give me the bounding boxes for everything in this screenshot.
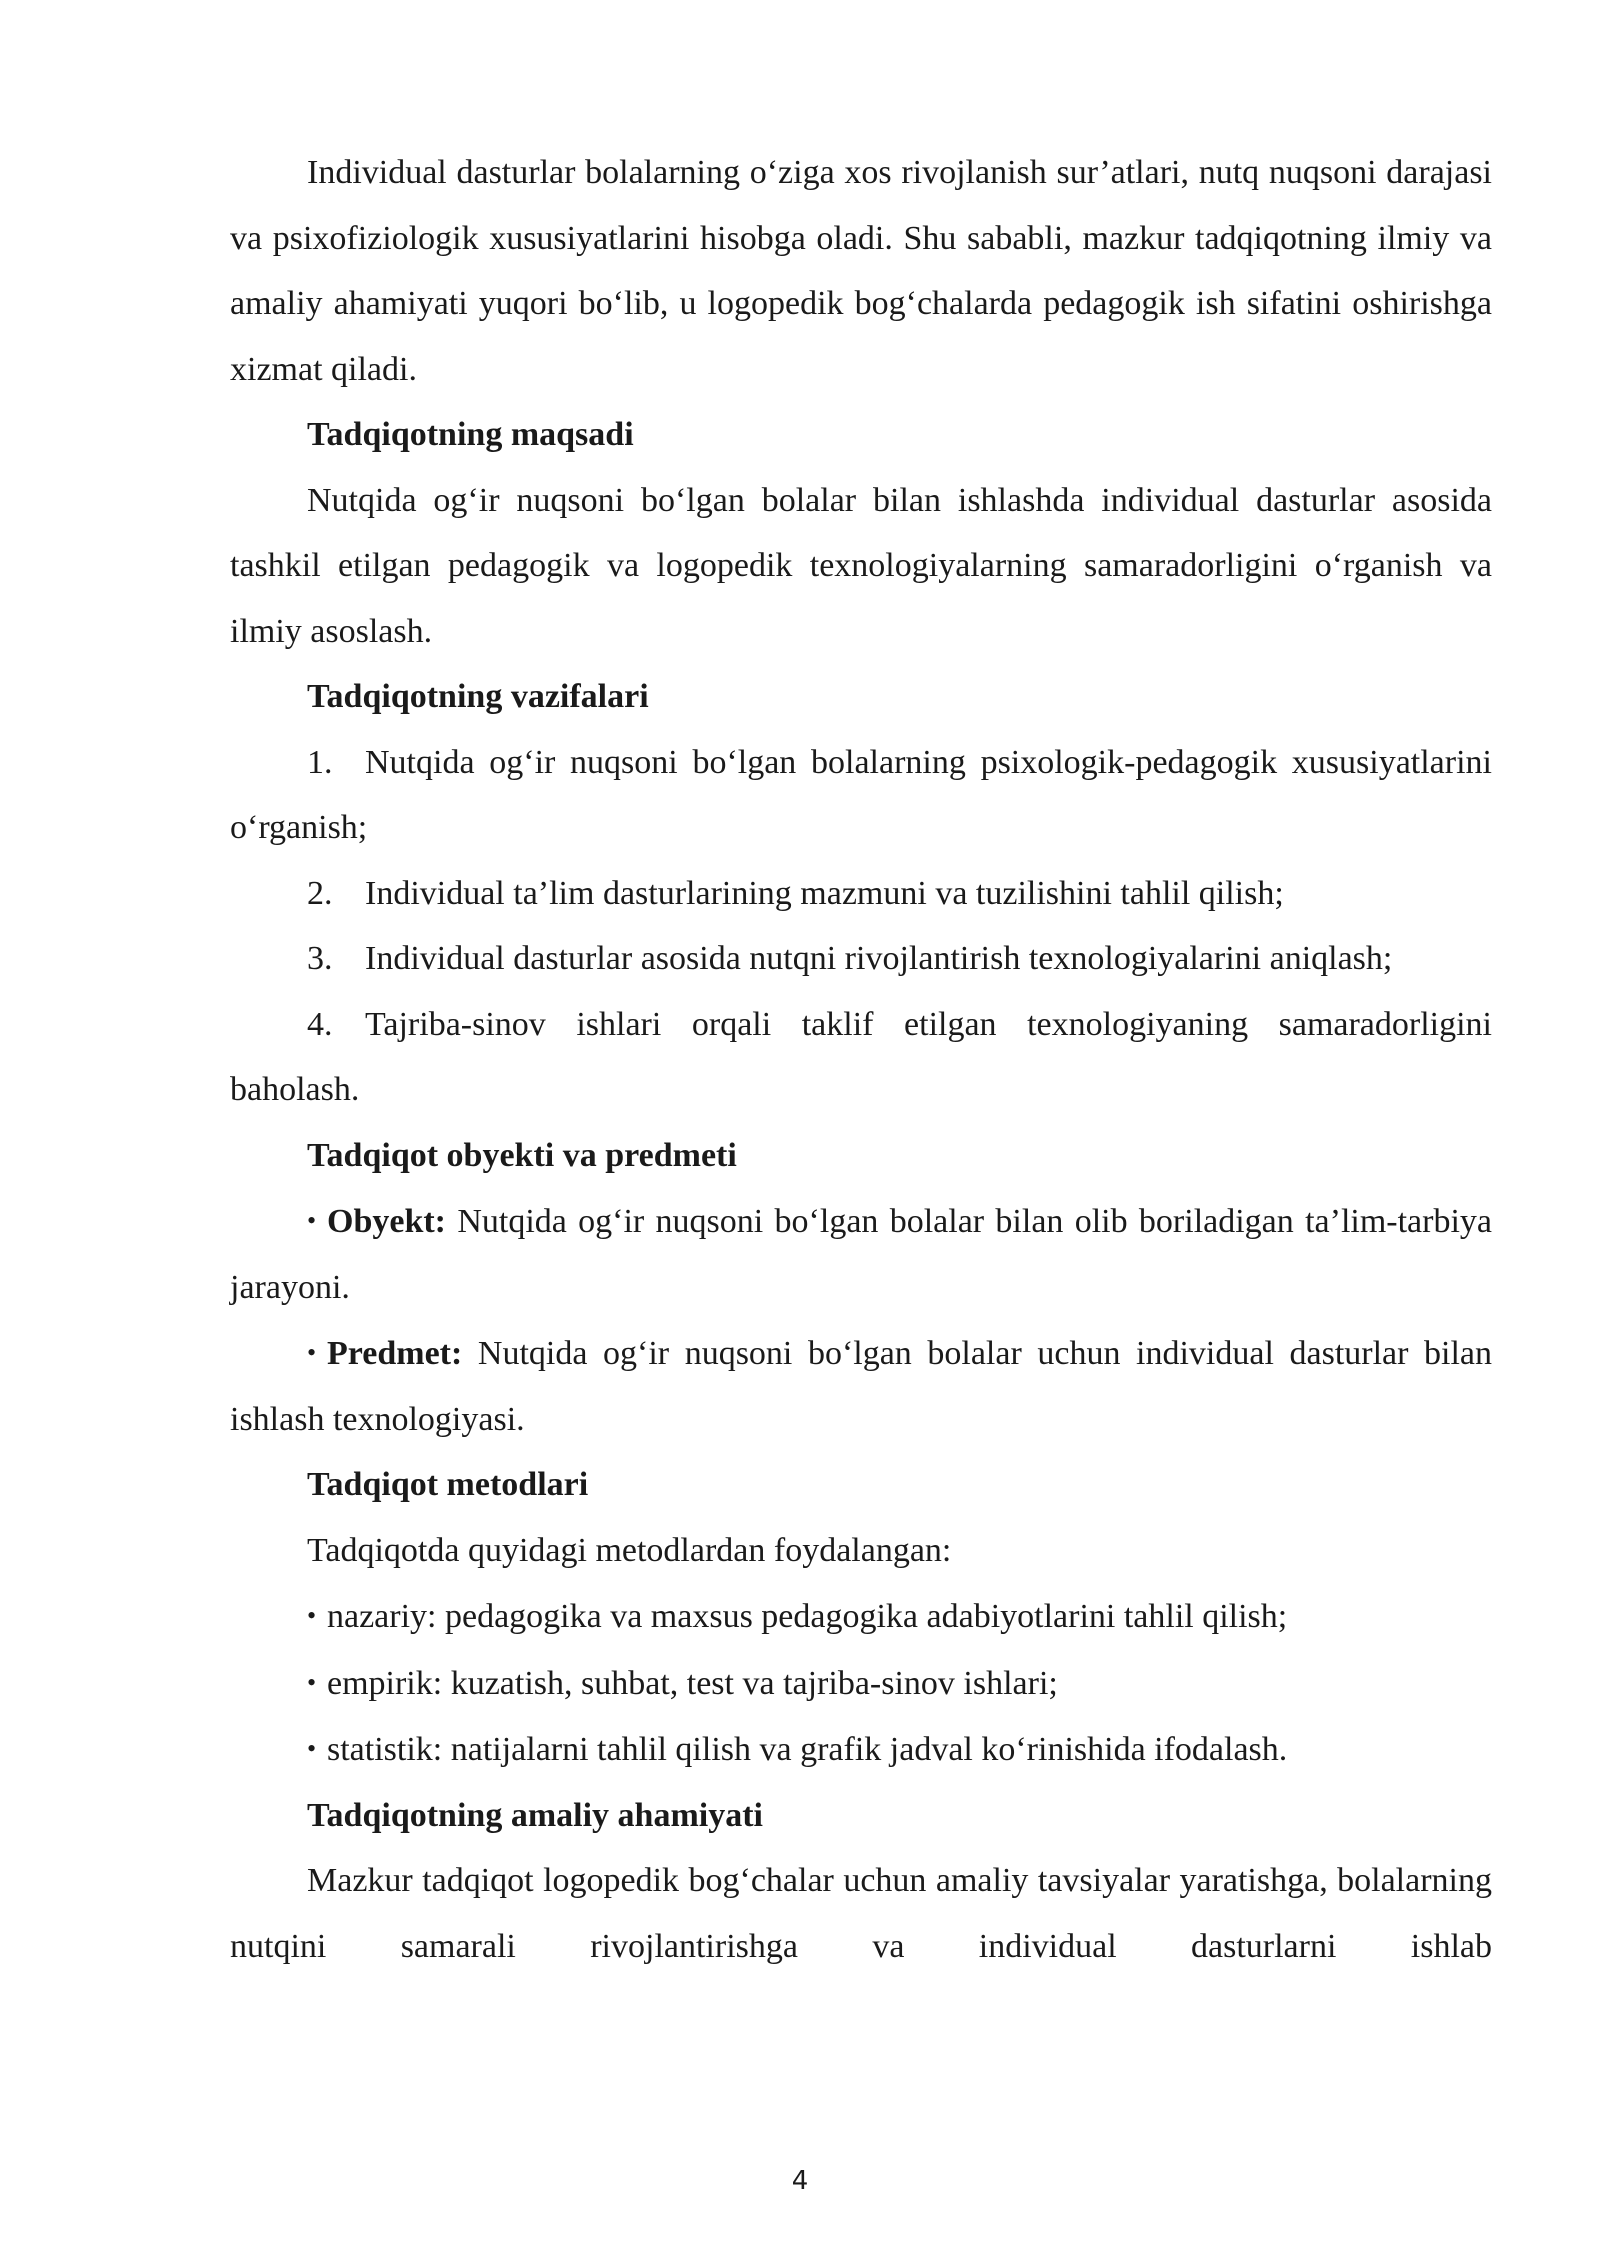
method-text: empirik: kuzatish, suhbat, test va tajriba-sinov ishlari; (327, 1664, 1058, 1702)
method-item (230, 1650, 1492, 1717)
object-subject-heading: Tadqiqot obyekti va predmeti (307, 1136, 737, 1174)
task-text: Individual dasturlar asosida nutqni rivojlantirish texnologiyalarini aniqlash; (365, 940, 1393, 977)
bullet-icon: • (307, 1734, 317, 1763)
goal-paragraph: Nutqida og‘ir nuqsoni bo‘lgan bolalar bilan ishlashda individual dasturlar asosida tashkil etilgan pedagogik va logopedik texnologiyalarning samaradorligini o‘rganish va ilmiy asoslash. (230, 481, 1492, 650)
task-number: 3. (307, 940, 333, 977)
goal-heading: Tadqiqotning maqsadi (307, 416, 634, 453)
methods-heading: Tadqiqot metodlari (307, 1466, 589, 1503)
page-number: 4 (791, 2166, 809, 2196)
task-number: 1. (307, 743, 333, 781)
task-item (230, 992, 1492, 1123)
bullet-icon: • (307, 1206, 317, 1235)
document-page (230, 140, 1492, 1979)
methods-intro: Tadqiqotda quyidagi metodlardan foydalangan: (307, 1531, 952, 1569)
task-text: Individual ta’lim dasturlarining mazmuni va tuzilishini tahlil qilish; (365, 874, 1284, 912)
task-number: 2. (307, 874, 333, 912)
bullet-icon: • (307, 1667, 317, 1697)
task-text: Tajriba-sinov ishlari orqali taklif etilgan texnologiyaning samaradorligini baholash. (230, 1005, 1492, 1108)
method-item (230, 1583, 1492, 1650)
task-item (230, 926, 1492, 992)
practical-heading: Tadqiqotning amaliy ahamiyati (307, 1796, 763, 1834)
object-text: Nutqida og‘ir nuqsoni bo‘lgan bolalar bilan olib boriladigan ta’lim-tarbiya jarayoni. (230, 1203, 1492, 1306)
subject-text: Nutqida og‘ir nuqsoni bo‘lgan bolalar uchun individual dasturlar bilan ishlash texnologiyasi. (230, 1335, 1493, 1438)
subject-label: Predmet: (327, 1335, 463, 1372)
bullet-icon: • (307, 1338, 317, 1367)
method-text: statistik: natijalarni tahlil qilish va grafik jadval ko‘rinishida ifodalash. (327, 1731, 1288, 1768)
object-label: Obyekt: (327, 1203, 446, 1240)
intro-paragraph: Individual dasturlar bolalarning o‘ziga xos rivojlanish sur’atlari, nutq nuqsoni darajasi va psixofiziologik xususiyatlarini hisobga oladi. Shu sababli, mazkur tadqiqotning ilmiy va amaliy ahamiyati yuqori bo‘lib, u logopedik bog‘chalarda pedagogik ish sifatini oshirishga xizmat qiladi. (230, 154, 1492, 388)
task-text: Nutqida og‘ir nuqsoni bo‘lgan bolalarning psixologik-pedagogik xususiyatlarini o‘rganish; (230, 743, 1492, 846)
tasks-heading: Tadqiqotning vazifalari (307, 678, 649, 715)
task-item (230, 861, 1492, 927)
method-text: nazariy: pedagogika va maxsus pedagogika adabiyotlarini tahlil qilish; (327, 1598, 1288, 1635)
bullet-icon: • (307, 1601, 317, 1630)
task-item (230, 730, 1492, 861)
subject-item (230, 1320, 1492, 1452)
practical-paragraph: Mazkur tadqiqot logopedik bog‘chalar uchun amaliy tavsiyalar yaratishga, bolalarning nutqini samarali rivojlantirishga va individual dasturlarni ishlab (230, 1862, 1492, 1965)
method-item (230, 1716, 1492, 1783)
object-item (230, 1188, 1492, 1320)
task-number: 4. (307, 1005, 333, 1043)
